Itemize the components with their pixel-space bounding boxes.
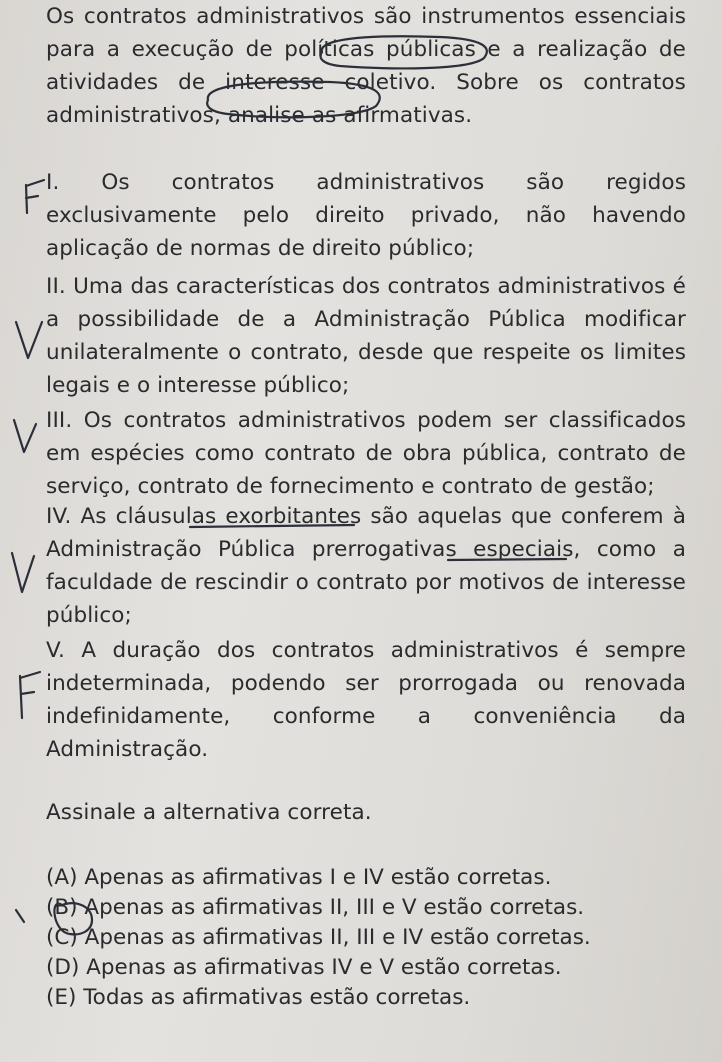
question-prompt: Assinale a alternativa correta. — [46, 800, 372, 825]
option-b-tick — [16, 910, 24, 922]
false-mark-item-1 — [26, 180, 44, 213]
option-e[interactable]: (E) Todas as afirmativas estão corretas. — [46, 985, 471, 1010]
false-mark-item-5 — [20, 672, 40, 718]
statement-2: II. Uma das características dos contratos administrativos é a possibilidade de a Administração Pública modificar unilateralmente o contrato, desde que respeite os limites legais e o interesse público; — [46, 274, 686, 398]
statement-5: V. A duração dos contratos administrativos é sempre indeterminada, podendo ser prorrogada ou renovada indefinidamente, conforme a conveniência da Administração. — [46, 638, 686, 762]
true-mark-item-3 — [14, 420, 36, 452]
option-b[interactable]: (B) Apenas as afirmativas II, III e V estão corretas. — [46, 895, 585, 920]
answer-options — [46, 863, 686, 1013]
statement-4: IV. As cláusulas exorbitantes são aquelas que conferem à Administração Pública prerrogativas especiais, como a faculdade de rescindir o contrato por motivos de interesse público; — [46, 504, 686, 628]
statement-1: I. Os contratos administrativos são regidos exclusivamente pelo direito privado, não havendo aplicação de normas de direito público; — [46, 170, 686, 261]
option-a[interactable]: (A) Apenas as afirmativas I e IV estão corretas. — [46, 865, 552, 890]
option-c[interactable]: (C) Apenas as afirmativas II, III e IV estão corretas. — [46, 925, 591, 950]
option-d[interactable]: (D) Apenas as afirmativas IV e V estão corretas. — [46, 955, 562, 980]
intro-paragraph: Os contratos administrativos são instrumentos essenciais para a execução de políticas públicas e a realização de atividades de interesse coletivo. Sobre os contratos administrativos, analise as afirmativas. — [46, 4, 686, 128]
true-mark-item-2 — [16, 322, 42, 358]
true-mark-item-4 — [12, 553, 34, 592]
statement-3: III. Os contratos administrativos podem ser classificados em espécies como contrato de obra pública, contrato de serviço, contrato de fornecimento e contrato de gestão; — [46, 408, 686, 499]
